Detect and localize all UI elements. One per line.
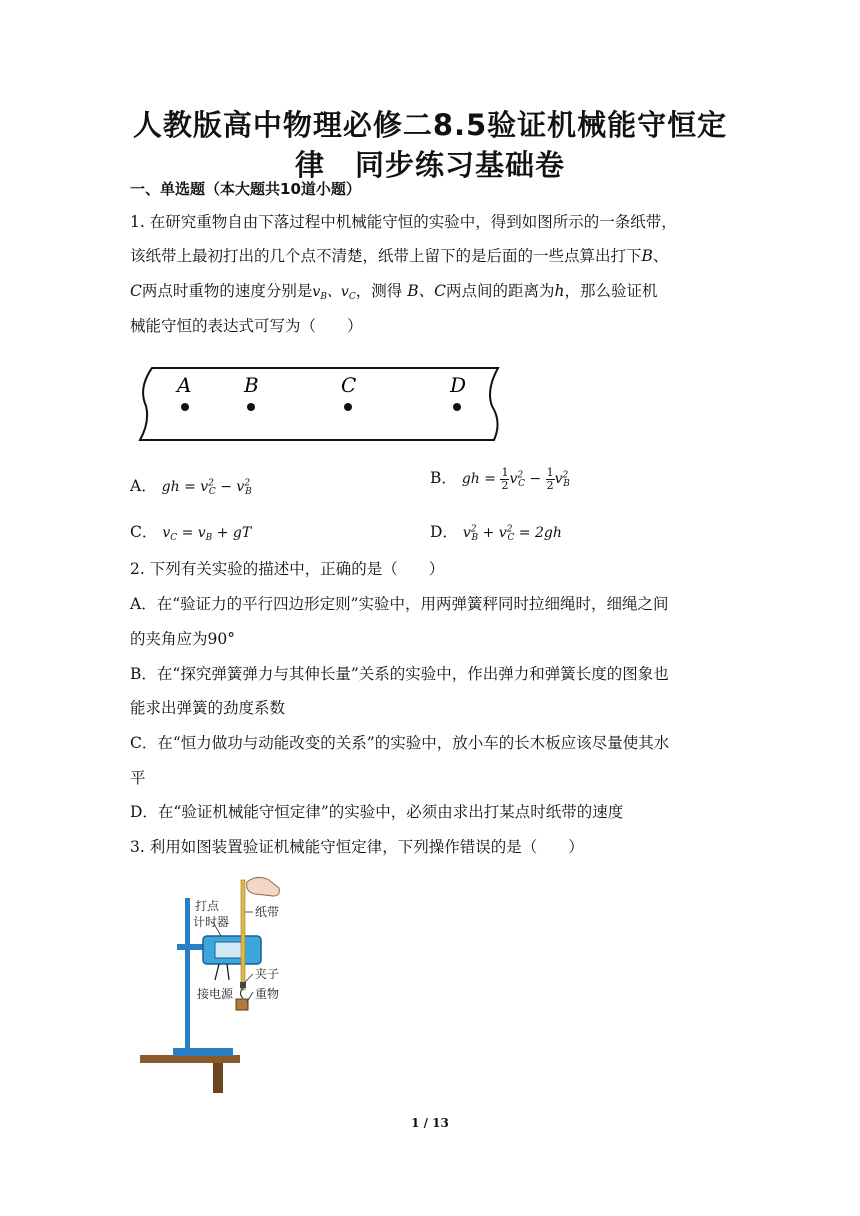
- q1-option-a[interactable]: [130, 474, 252, 497]
- section-heading: 一、单选题（本大题共10道小题）: [130, 180, 361, 198]
- q2-stem: 2. 下列有关实验的描述中，正确的是（ ）: [130, 560, 445, 578]
- stand-base: [173, 1048, 233, 1056]
- q1-text: 两点时重物的速度分别是: [141, 282, 313, 300]
- option-c-formula: $v_C = v_B$ + gT: [162, 525, 252, 543]
- label-timer-2: 计时器: [193, 915, 230, 929]
- q1-line-4: 械能守恒的表达式可写为（ ）: [130, 317, 363, 335]
- q1-text: 、: [652, 247, 669, 265]
- option-label: C．: [130, 523, 158, 541]
- option-label: A．: [130, 477, 157, 495]
- tape-label-b: B: [244, 373, 259, 397]
- tape-dot-d: [453, 403, 461, 411]
- option-a-formula: gh = $v^2_C - v^2_B$: [161, 478, 252, 497]
- paper-tape-outline: [140, 368, 498, 440]
- q2-option-d-line-1[interactable]: D．在“验证机械能守恒定律”的实验中，必须由求出打某点时纸带的速度: [130, 803, 624, 821]
- option-label: D．: [430, 523, 458, 541]
- q3-stem: 3. 利用如图装置验证机械能守恒定律，下列操作错误的是（ ）: [130, 838, 584, 856]
- label-power: 接电源: [197, 987, 234, 1001]
- q1-option-b[interactable]: [430, 466, 570, 492]
- clip: [240, 982, 246, 988]
- leader-line: [245, 974, 253, 982]
- q1-text: ，那么验证机: [564, 282, 658, 300]
- leader-line: [247, 992, 253, 1002]
- tape-label-d: D: [450, 373, 467, 397]
- apparatus-figure: [135, 870, 295, 1096]
- q1-text: ，测得: [355, 282, 403, 300]
- option-label: B．: [430, 469, 457, 487]
- q1-line-1: 1. 在研究重物自由下落过程中机械能守恒的实验中，得到如图所示的一条纸带，: [130, 213, 677, 231]
- option-d-formula: $v^2_B + v^2_C = 2gh$: [462, 524, 562, 543]
- q2-option-a-line-1[interactable]: A．在“验证力的平行四边形定则”实验中，用两弹簧秤同时拉细绳时，细绳之间: [130, 595, 669, 613]
- tape-label-a: A: [177, 373, 192, 397]
- option-b-formula: gh = $\frac{1}{2}$ $v^2_C$ − $\frac{1}{2}$ $v^2_B$: [461, 465, 570, 492]
- q1-text: 两点间的距离为: [445, 282, 555, 300]
- q1-text: 该纸带上最初打出的几个点不清楚，纸带上留下的是后面的一些点算出打下: [130, 247, 642, 265]
- q1-line-3: [130, 279, 657, 302]
- label-clip: 夹子: [255, 967, 280, 981]
- timer-inner: [215, 942, 243, 958]
- q1-velocities: $v_B$、$v_C$: [312, 284, 356, 302]
- q1-var-bc: B、C: [407, 282, 446, 300]
- stand-rod: [185, 898, 190, 1050]
- page-title-line-1: 人教版高中物理必修二8.5验证机械能守恒定: [132, 108, 728, 142]
- q2-option-b-line-2: 能求出弹簧的劲度系数: [130, 699, 286, 717]
- hand-icon: [247, 877, 280, 896]
- weight: [236, 999, 248, 1010]
- label-weight: 重物: [255, 987, 280, 1001]
- tape-dot-c: [344, 403, 352, 411]
- tape-dot-b: [247, 403, 255, 411]
- wire: [227, 964, 229, 980]
- q1-var-c: C: [130, 282, 142, 300]
- tape-label-c: C: [341, 373, 357, 397]
- table-leg: [213, 1063, 223, 1093]
- page-title-line-2: 律 同步练习基础卷: [294, 148, 565, 182]
- q2-option-b-line-1[interactable]: B．在“探究弹簧弹力与其伸长量”关系的实验中，作出弹力和弹簧长度的图象也: [130, 665, 669, 683]
- q1-line-2: [130, 244, 668, 266]
- q1-var-h: h: [554, 282, 565, 300]
- tape-dot-a: [181, 403, 189, 411]
- q1-option-d[interactable]: [430, 520, 562, 543]
- q2-option-c-line-2: 平: [130, 769, 146, 787]
- wire: [215, 964, 219, 980]
- q1-option-c[interactable]: [130, 520, 251, 543]
- q2-option-c-line-1[interactable]: C．在“恒力做功与动能改变的关系”的实验中，放小车的长木板应该尽量使其水: [130, 734, 670, 752]
- q2-option-a-line-2: 的夹角应为90°: [130, 630, 235, 648]
- table-top: [140, 1055, 240, 1063]
- paper-tape-figure: [130, 360, 510, 450]
- paper-tape-strip: [241, 880, 245, 990]
- label-tape: 纸带: [255, 905, 280, 919]
- q1-var-b: B: [641, 247, 653, 265]
- page-number: 1 / 13: [411, 1116, 449, 1130]
- label-timer-1: 打点: [195, 899, 220, 913]
